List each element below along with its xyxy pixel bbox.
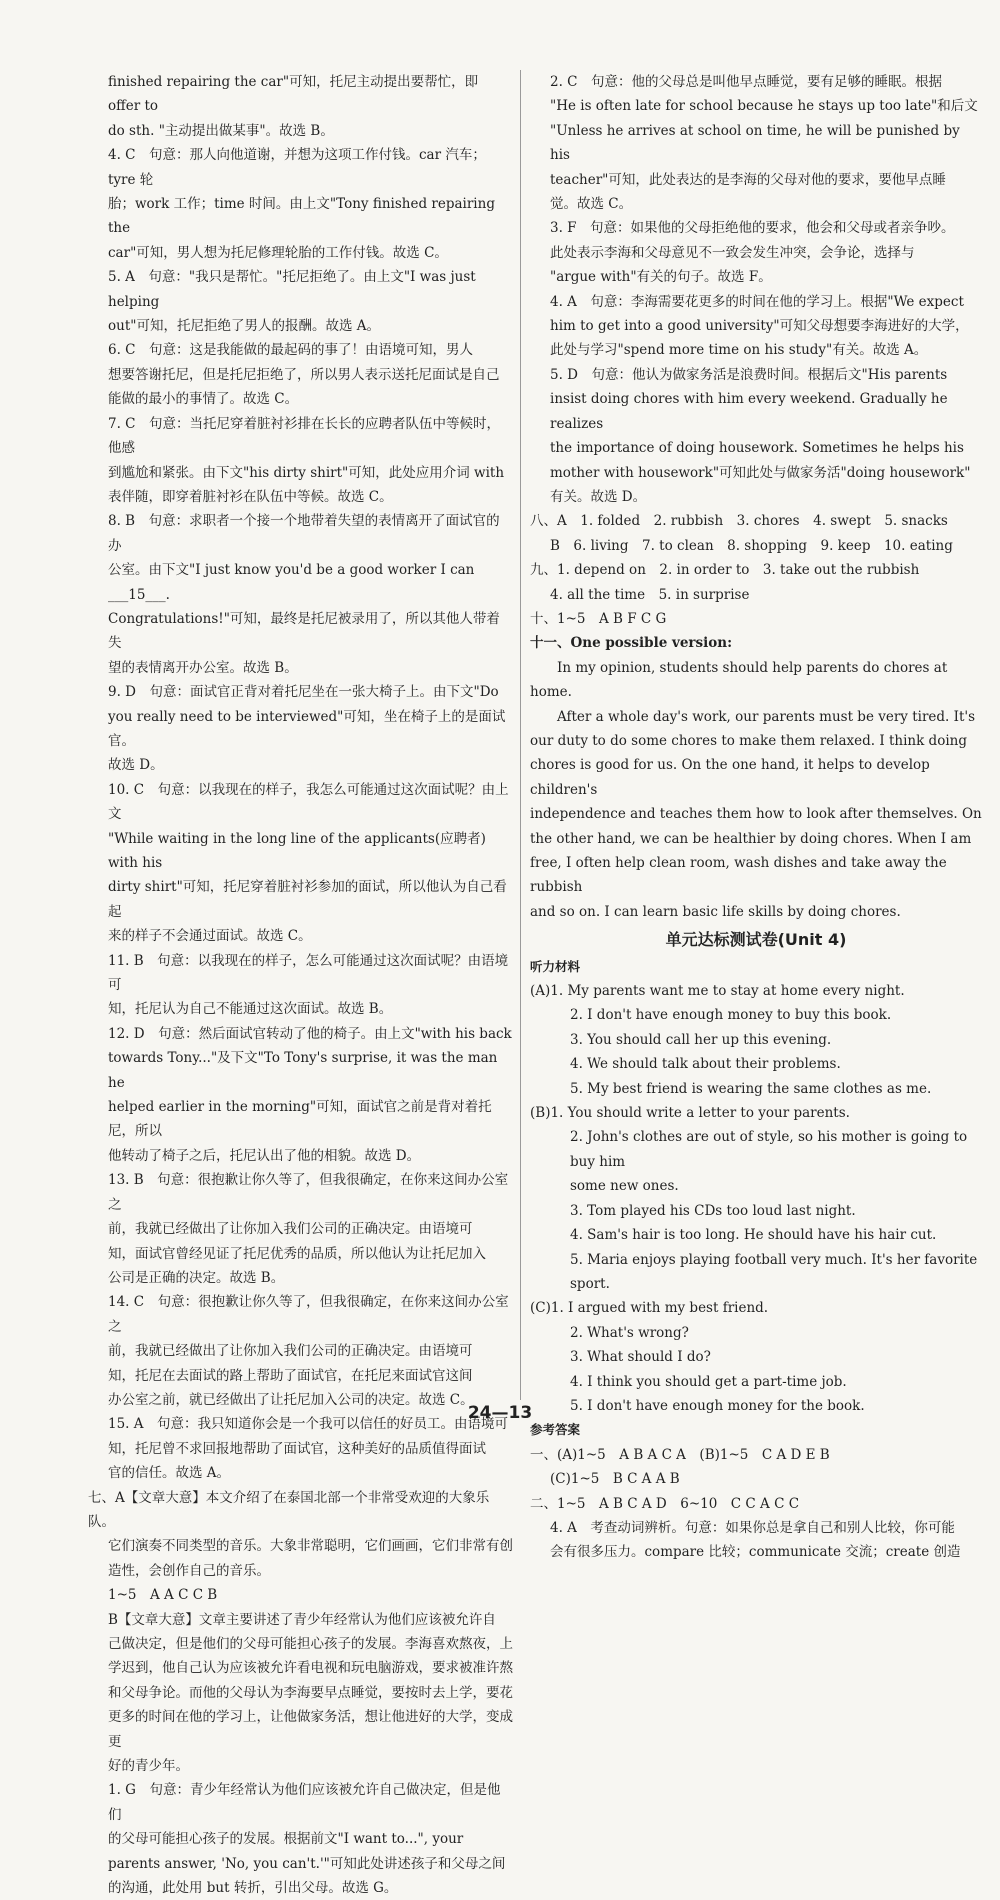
right-line: In my opinion, students should help parents do chores at home. <box>530 659 952 701</box>
right-line: and so on. I can learn basic life skills by doing chores. <box>530 903 901 920</box>
left-line: 13. B 句意：很抱歉让你久等了，但我很确定，在你来这间办公室之 <box>108 1172 509 1213</box>
left-line: 来的样子不会通过面试。故选 C。 <box>108 928 312 945</box>
right-line: "argue with"有关的句子。故选 F。 <box>550 269 772 286</box>
right-line: 九、1. depend on 2. in order to 3. take out the rubbish <box>530 562 920 579</box>
left-line: 己做决定，但是他们的父母可能担心孩子的发展。李海喜欢熬夜，上 <box>108 1636 513 1652</box>
left-line: 学迟到，他自己认为应该被允许看电视和玩电脑游戏，要求被准许熬 <box>108 1660 513 1677</box>
left-line: 官的信任。故选 A。 <box>108 1465 231 1482</box>
right-line: 5. My best friend is wearing the same clothes as me. <box>570 1080 932 1097</box>
left-line: 前，我就已经做出了让你加入我们公司的正确决定。由语境可 <box>108 1343 473 1360</box>
right-line: him to get into a good university"可知父母想要李海进好的大学， <box>550 318 969 335</box>
right-line: free, I often help clean room, wash dishes and take away the rubbish <box>530 855 951 896</box>
left-line: 公司是正确的决定。故选 B。 <box>108 1269 285 1286</box>
left-line: 能做的最小的事情了。故选 C。 <box>108 391 299 408</box>
right-line: 5. Maria enjoys playing football very much. It's her favorite sport. <box>570 1251 982 1292</box>
right-line: 十一、One possible version: <box>530 635 733 652</box>
left-line: 胎；work 工作；time 时间。由上文"Tony finished repairing the <box>108 196 500 237</box>
right-line: 2. C 句意：他的父母总是叫他早点睡觉，要有足够的睡眠。根据 <box>550 74 943 90</box>
page-number: 24—13 <box>467 1403 533 1423</box>
left-line: 7. C 句意：当托尼穿着脏衬衫排在长长的应聘者队伍中等候时，他感 <box>108 415 501 457</box>
right-line: 4. A 句意：李海需要花更多的时间在他的学习上。根据"We expect <box>550 293 964 310</box>
right-line: 3. You should call her up this evening. <box>570 1031 832 1048</box>
right-line: 2. I don't have enough money to buy this book. <box>570 1007 892 1024</box>
left-line: 5. A 句意："我只是帮忙。"托尼拒绝了。由上文"I was just helping <box>108 269 481 310</box>
left-line: dirty shirt"可知，托尼穿着脏衬衫参加的面试，所以他认为自己看起 <box>108 879 507 920</box>
left-line: 1. G 句意：青少年经常认为他们应该被允许自己做决定，但是他们 <box>108 1782 501 1823</box>
right-line: 会有很多压力。compare 比较；communicate 交流；create 创造 <box>550 1544 961 1561</box>
right-line: "Unless he arrives at school on time, he will be punished by his <box>550 122 965 164</box>
right-line: (B)1. You should write a letter to your parents. <box>530 1105 850 1122</box>
right-line: (A)1. My parents want me to stay at home every night. <box>530 983 905 1000</box>
right-line: some new ones. <box>570 1178 679 1195</box>
left-column <box>88 70 513 1900</box>
right-line: the importance of doing housework. Sometimes he helps his <box>550 440 964 457</box>
right-line: 4. all the time 5. in surprise <box>550 586 750 603</box>
left-line: 七、A【文章大意】本文介绍了在泰国北部一个非常受欢迎的大象乐队。 <box>88 1489 490 1530</box>
column-divider <box>520 70 521 1400</box>
right-line: 4. I think you should get a part-time job. <box>570 1373 847 1390</box>
left-line: finished repairing the car"可知，托尼主动提出要帮忙，即 offer to <box>108 74 483 115</box>
left-line: 好的青少年。 <box>108 1758 189 1775</box>
left-line: 想要答谢托尼，但是托尼拒绝了，所以男人表示送托尼面试是自己 <box>108 366 500 383</box>
left-line: 14. C 句意：很抱歉让你久等了，但我很确定，在你来这间办公室之 <box>108 1294 509 1335</box>
right-line: B 6. living 7. to clean 8. shopping 9. keep 10. eating <box>550 537 953 554</box>
right-line: the other hand, we can be healthier by doing chores. When I am <box>530 830 972 847</box>
right-line: 参考答案 <box>530 1422 581 1438</box>
left-line: 知，托尼认为自己不能通过这次面试。故选 B。 <box>108 1001 393 1018</box>
left-line: 造性，会创作自己的音乐。 <box>108 1562 270 1579</box>
right-line: 2. What's wrong? <box>570 1324 689 1341</box>
right-line: 4. Sam's hair is too long. He should have his hair cut. <box>570 1227 937 1244</box>
left-line: towards Tony..."及下文"To Tony's surprise, it was the man he <box>108 1050 502 1091</box>
left-line: 1~5 A A C C B <box>108 1587 218 1604</box>
right-line: (C)1. I argued with my best friend. <box>530 1300 769 1317</box>
left-line: 15. A 句意：我只知道你会是一个我可以信任的好员工。由语境可 <box>108 1416 509 1433</box>
left-line: 知，托尼曾不求回报地帮助了面试官，这种美好的品质值得面试 <box>108 1440 486 1457</box>
right-line: 3. F 句意：如果他的父母拒绝他的要求，他会和父母或者亲争吵。 <box>550 220 955 237</box>
left-line: 故选 D。 <box>108 757 164 774</box>
right-line: 一、(A)1~5 A B A C A (B)1~5 C A D E B <box>530 1446 830 1463</box>
right-line: 4. A 考查动词辨析。句意：如果你总是拿自己和别人比较，你可能 <box>550 1519 955 1536</box>
left-line: do sth. "主动提出做某事"。故选 B。 <box>108 122 334 139</box>
left-line: 和父母争论。而他的父母认为李海要早点睡觉，要按时去上学，要花 <box>108 1684 513 1701</box>
left-line: 他转动了椅子之后，托尼认出了他的相貌。故选 D。 <box>108 1147 421 1164</box>
left-line: parents answer, 'No, you can't.'"可知此处讲述孩子和父母之间 <box>108 1855 506 1872</box>
right-line: our duty to do some chores to make them relaxed. I think doing <box>530 732 967 749</box>
right-line: 十、1~5 A B F C G <box>530 610 667 627</box>
left-line: car"可知，男人想为托尼修理轮胎的工作付钱。故选 C。 <box>108 244 448 261</box>
right-line: independence and teaches them how to look after themselves. On <box>530 806 982 823</box>
left-line: 8. B 句意：求职者一个接一个地带着失望的表情离开了面试官的办 <box>108 513 500 554</box>
left-line: 4. C 句意：那人向他道谢，并想为这项工作付钱。car 汽车；tyre 轮 <box>108 147 486 188</box>
left-line: 更多的时间在他的学习上，让他做家务活，想让他进好的大学，变成更 <box>108 1709 513 1750</box>
left-line: you really need to be interviewed"可知，坐在椅子上的是面试官。 <box>108 708 506 749</box>
left-line: 12. D 句意：然后面试官转动了他的椅子。由上文"with his back <box>108 1025 512 1042</box>
left-line: "While waiting in the long line of the applicants(应聘者) with his <box>108 830 491 871</box>
left-line: 的父母可能担心孩子的发展。根据前文"I want to...", your <box>108 1831 464 1848</box>
right-line: 此处表示李海和父母意见不一致会发生冲突，会争论，选择与 <box>550 244 915 261</box>
right-line: 觉。故选 C。 <box>550 196 633 213</box>
left-line: helped earlier in the morning"可知，面试官之前是背对着托尼，所以 <box>108 1099 492 1140</box>
left-line: 它们演奏不同类型的音乐。大象非常聪明，它们画画，它们非常有创 <box>108 1538 513 1555</box>
left-line: 9. D 句意：面试官正背对着托尼坐在一张大椅子上。由下文"Do <box>108 684 499 701</box>
right-line: chores is good for us. On the one hand, it helps to develop children's <box>530 757 935 798</box>
right-line: (C)1~5 B C A A B <box>550 1471 680 1488</box>
right-line: "He is often late for school because he stays up too late"和后文 <box>550 98 978 115</box>
left-line: 6. C 句意：这是我能做的最起码的事了！由语境可知，男人 <box>108 342 474 359</box>
left-line: 11. B 句意：以我现在的样子，怎么可能通过这次面试呢？由语境可 <box>108 952 509 994</box>
left-line: 前，我就已经做出了让你加入我们公司的正确决定。由语境可 <box>108 1221 473 1238</box>
right-line: 单元达标测试卷(Unit 4) <box>665 930 847 950</box>
right-line: 二、1~5 A B C A D 6~10 C C A C C <box>530 1495 800 1512</box>
right-column <box>530 70 982 1565</box>
right-line: mother with housework"可知此处与做家务活"doing housework" <box>550 464 971 481</box>
left-line: B【文章大意】文章主要讲述了青少年经常认为他们应该被允许自 <box>108 1611 496 1628</box>
right-line: 八、A 1. folded 2. rubbish 3. chores 4. swept 5. snacks <box>530 513 948 530</box>
right-line: 5. I don't have enough money for the book. <box>570 1397 865 1414</box>
left-line: 知，面试官曾经见证了托尼优秀的品质，所以他认为让托尼加入 <box>108 1245 486 1262</box>
left-line: 望的表情离开办公室。故选 B。 <box>108 659 298 676</box>
right-line: teacher"可知，此处表达的是李海的父母对他的要求，要他早点睡 <box>550 171 946 188</box>
right-line: insist doing chores with him every weekend. Gradually he realizes <box>550 391 952 432</box>
right-line: 听力材料 <box>530 958 581 974</box>
left-line: 公室。由下文"I just know you'd be a good worker I can ___15___. <box>108 562 479 603</box>
left-line: 办公室之前，就已经做出了让托尼加入公司的决定。故选 C。 <box>108 1391 474 1408</box>
left-line: 的沟通，此处用 but 转折，引出父母。故选 G。 <box>108 1880 398 1897</box>
right-line: After a whole day's work, our parents must be very tired. It's <box>557 708 976 725</box>
left-line: Congratulations!"可知，最终是托尼被录用了，所以其他人带着失 <box>108 610 500 652</box>
left-line: out"可知，托尼拒绝了男人的报酬。故选 A。 <box>108 318 380 335</box>
right-line: 3. What should I do? <box>570 1349 711 1366</box>
right-line: 5. D 句意：他认为做家务活是浪费时间。根据后文"His parents <box>550 366 948 383</box>
left-line: 表伴随，即穿着脏衬衫在队伍中等候。故选 C。 <box>108 488 393 505</box>
right-line: 此处与学习"spend more time on his study"有关。故选 A。 <box>550 342 928 359</box>
left-line: 知，托尼在去面试的路上帮助了面试官，在托尼来面试官这间 <box>108 1367 473 1384</box>
left-line: 10. C 句意：以我现在的样子，我怎么可能通过这次面试呢？由上文 <box>108 781 509 823</box>
right-line: 有关。故选 D。 <box>550 488 647 505</box>
right-line: 2. John's clothes are out of style, so his mother is going to buy him <box>570 1129 972 1170</box>
right-line: 4. We should talk about their problems. <box>570 1056 841 1073</box>
left-line: 到尴尬和紧张。由下文"his dirty shirt"可知，此处应用介词 with <box>108 464 505 481</box>
right-line: 3. Tom played his CDs too loud last night. <box>570 1202 856 1219</box>
